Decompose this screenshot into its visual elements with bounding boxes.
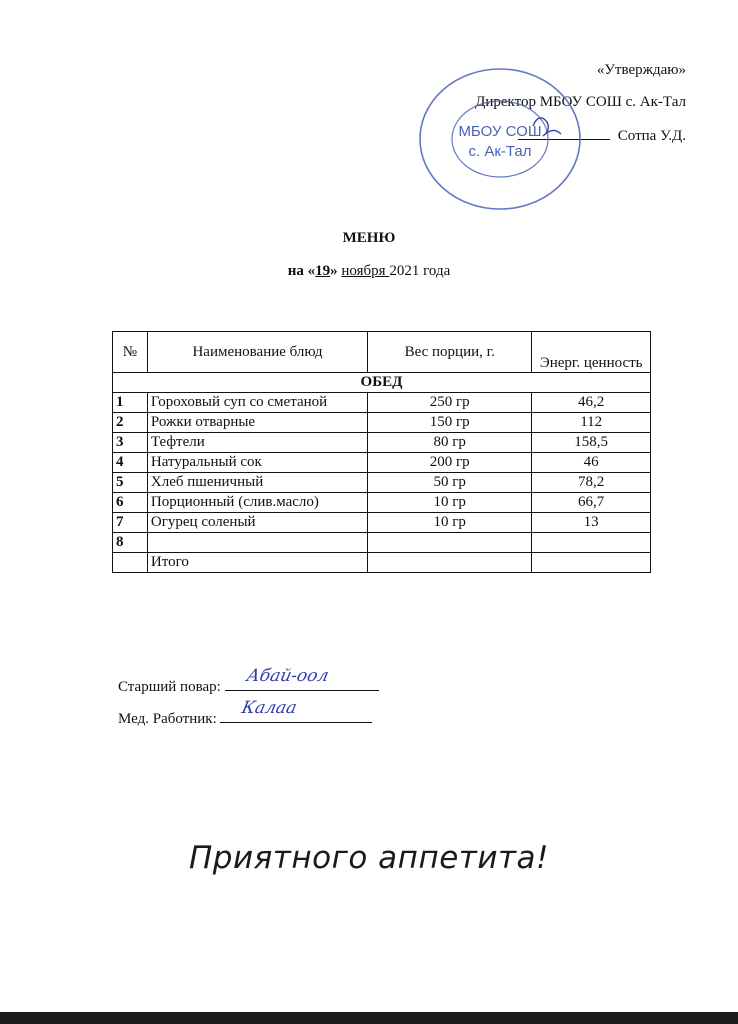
header-weight: Вес порции, г. xyxy=(368,332,532,373)
row-dish: Порционный (слив.масло) xyxy=(147,493,367,513)
cook-label: Старший повар: xyxy=(118,679,221,695)
med-signature-row xyxy=(118,698,372,728)
cook-signature-row xyxy=(118,666,379,696)
row-weight: 80 гр xyxy=(368,433,532,453)
date-year: 2021 года xyxy=(389,263,451,279)
row-energy xyxy=(532,533,651,553)
menu-table xyxy=(112,331,651,573)
row-number: 6 xyxy=(113,493,148,513)
row-energy: 78,2 xyxy=(532,473,651,493)
row-number: 3 xyxy=(113,433,148,453)
date-prefix: на « xyxy=(287,263,316,279)
row-dish: Рожки отварные xyxy=(147,413,367,433)
menu-title: МЕНЮ xyxy=(342,230,396,246)
header-number: № xyxy=(113,332,148,373)
table-row xyxy=(113,453,651,473)
row-number: 5 xyxy=(113,473,148,493)
scan-bottom-edge xyxy=(0,1012,738,1024)
approval-title: «Утверждаю» xyxy=(596,62,686,78)
table-row xyxy=(113,493,651,513)
date-mid: » xyxy=(330,263,342,279)
row-weight: 150 гр xyxy=(368,413,532,433)
row-weight: 250 гр xyxy=(368,393,532,413)
med-label: Мед. Работник: xyxy=(118,711,217,727)
director-name: Сотпа У.Д. xyxy=(617,128,686,144)
med-signature: Калаа xyxy=(240,698,300,718)
row-energy: 158,5 xyxy=(532,433,651,453)
table-row xyxy=(113,513,651,533)
school-stamp xyxy=(415,64,585,214)
med-signature-line xyxy=(220,698,372,723)
row-energy: 46,2 xyxy=(532,393,651,413)
row-weight: 200 гр xyxy=(368,453,532,473)
row-number: 8 xyxy=(113,533,148,553)
row-number: 7 xyxy=(113,513,148,533)
table-header-row xyxy=(113,332,651,373)
section-row xyxy=(113,373,651,393)
row-dish: Хлеб пшеничный xyxy=(147,473,367,493)
row-dish xyxy=(147,533,367,553)
row-dish: Натуральный сок xyxy=(147,453,367,473)
row-weight: 10 гр xyxy=(368,513,532,533)
row-energy: 13 xyxy=(532,513,651,533)
row-energy: 46 xyxy=(532,453,651,473)
table-row xyxy=(113,473,651,493)
cook-signature-line xyxy=(225,666,379,691)
row-dish: Тефтели xyxy=(147,433,367,453)
row-dish: Гороховый суп со сметаной xyxy=(147,393,367,413)
header-dish: Наименование блюд xyxy=(147,332,367,373)
row-number: 1 xyxy=(113,393,148,413)
row-number: 2 xyxy=(113,413,148,433)
approval-position: Директор МБОУ СОШ с. Ак-Тал xyxy=(475,94,686,110)
section-lunch: ОБЕД xyxy=(113,373,651,393)
row-energy: 112 xyxy=(532,413,651,433)
table-row xyxy=(113,413,651,433)
date-month: ноября xyxy=(341,263,390,279)
stamp-line-2: с. Ак-Тал xyxy=(468,143,532,160)
row-weight: 10 гр xyxy=(368,493,532,513)
farewell-text: Приятного аппетита! xyxy=(189,840,549,876)
total-label: Итого xyxy=(147,553,367,573)
cook-signature: Абай-оол xyxy=(244,666,331,686)
table-row xyxy=(113,393,651,413)
stamp-line-1: МБОУ СОШ xyxy=(458,123,542,140)
row-weight xyxy=(368,533,532,553)
table-row xyxy=(113,533,651,553)
table-row xyxy=(113,433,651,453)
total-row xyxy=(113,553,651,573)
row-dish: Огурец соленый xyxy=(147,513,367,533)
date-day: 19 xyxy=(315,263,331,279)
menu-date xyxy=(0,263,738,280)
header-energy: Энерг. ценность xyxy=(532,332,651,373)
row-energy: 66,7 xyxy=(532,493,651,513)
row-weight: 50 гр xyxy=(368,473,532,493)
row-number: 4 xyxy=(113,453,148,473)
